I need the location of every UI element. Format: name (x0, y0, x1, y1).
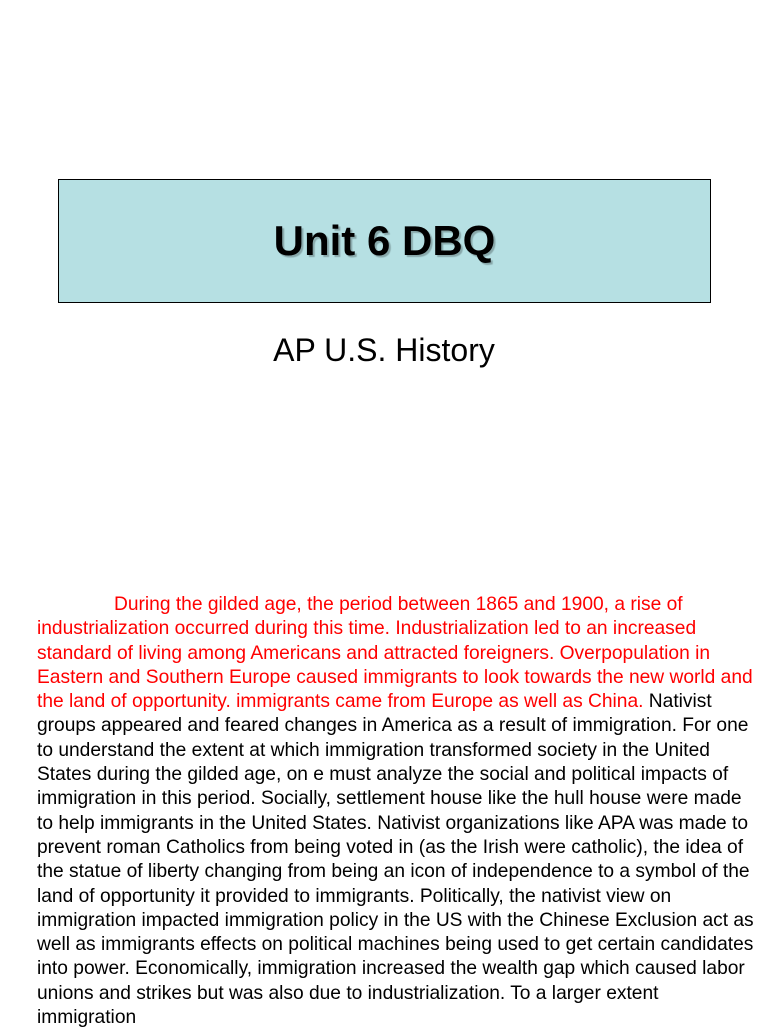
essay-intro: During the gilded age, the period between 1865 and 1900, a rise of industrialization occurred during this time. Industrialization led to an increased standard of living among Americans and attracted foreigners. Overpopulation in Eastern and Southern Europe caused immigrants to look towards the new world and the land of opportunity. immigrants came from Europe as well as China. (37, 594, 753, 713)
essay-paragraph (37, 593, 759, 1030)
slide-subtitle: AP U.S. History (273, 332, 495, 368)
title-box (58, 179, 711, 303)
essay-body: Nativist groups appeared and feared changes in America as a result of immigration. For one to understand the extent at which immigration transformed society in the United States during the gilded age, on e must analyze the social and political impacts of immigration in this period. Socially, settlement house like the hull house were made to help immigrants in the United States. Nativist organizations like APA was made to prevent roman Catholics from being voted in (as the Irish were catholic), the idea of the statue of liberty changing from being an icon of independence to a symbol of the land of opportunity it provided to immigrants. Politically, the nativist view on immigration impacted immigration policy in the US with the Chinese Exclusion act as well as immigrants effects on political machines being used to get certain candidates into power. Economically, immigration increased the wealth gap which caused labor unions and strikes but was also due to industrialization. To a larger extent immigration (37, 691, 754, 1029)
slide-title: Unit 6 DBQ (273, 217, 496, 264)
